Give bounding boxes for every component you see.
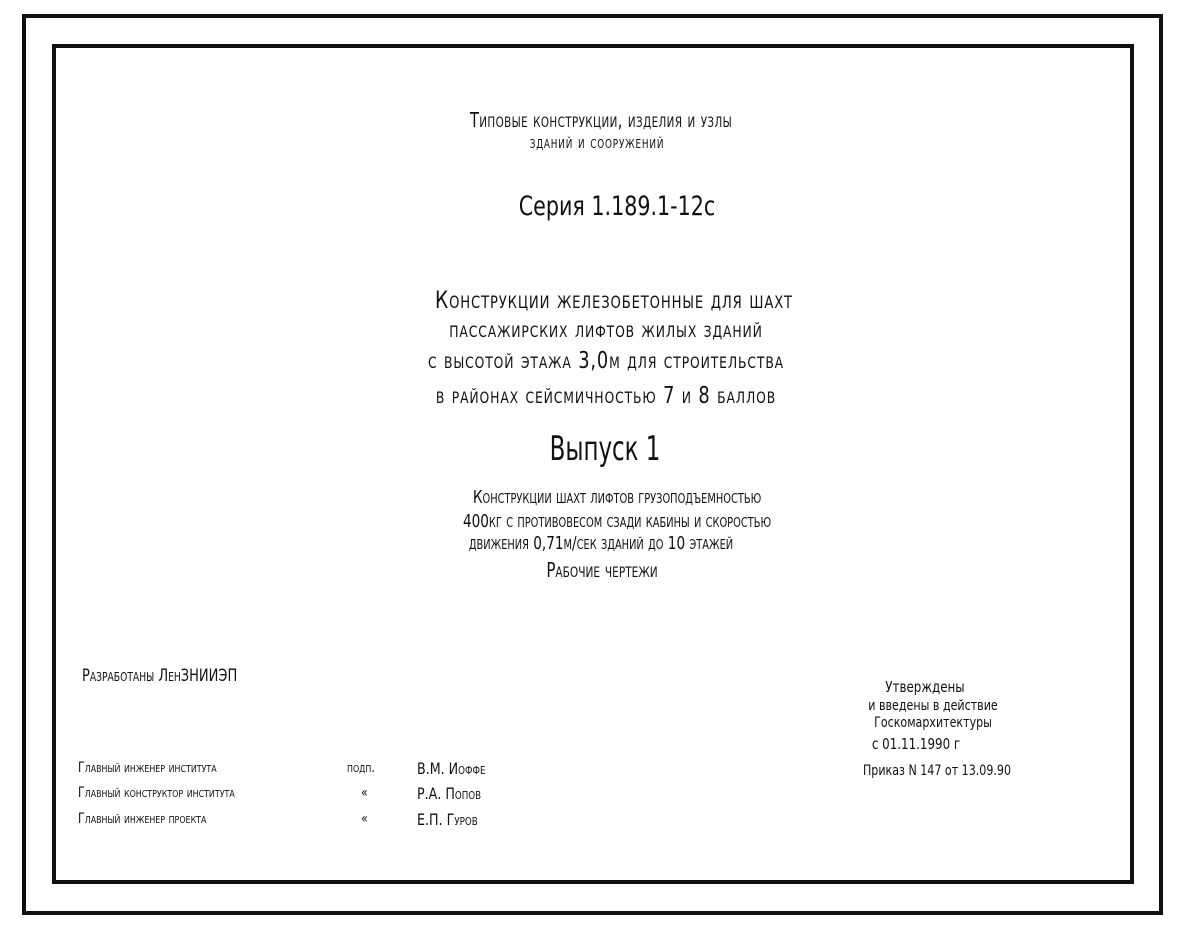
approval-order: Приказ N 147 от 13.09.90 xyxy=(862,763,1012,779)
issue-number: Выпуск 1 xyxy=(549,429,661,469)
title-line-3: с высотой этажа 3,0м для строительства xyxy=(428,348,784,374)
subtitle-line-2: 400кг с противовесом сзади кабины и скоростью xyxy=(462,511,772,532)
header-line-2: зданий и сооружений xyxy=(529,133,665,153)
signature-name: Е.П. Гуров xyxy=(417,810,478,829)
subtitle-line-3: движения 0,71м/сек зданий до 10 этажей xyxy=(468,533,734,554)
signature-title: Главный инженер проекта xyxy=(78,811,207,827)
subtitle-line-4: Рабочие чертежи xyxy=(546,558,658,582)
signature-name: В.М. Иоффе xyxy=(417,759,486,778)
title-line-4: в районах сейсмичностью 7 и 8 баллов xyxy=(435,383,777,409)
title-line-2: пассажирских лифтов жилых зданий xyxy=(449,317,763,343)
approval-date: с 01.11.1990 г xyxy=(871,735,961,753)
signature-mark: « xyxy=(361,811,368,827)
signature-mark: « xyxy=(361,785,368,801)
signature-name: Р.А. Попов xyxy=(417,784,482,803)
approval-line-3: Госкомархитектуры xyxy=(874,715,992,731)
series-number: Серия 1.189.1-12с xyxy=(518,191,716,222)
approval-line-1: Утверждены xyxy=(885,678,965,696)
approval-line-2: и введены в действие xyxy=(868,698,998,714)
subtitle-line-1: Конструкции шахт лифтов грузоподъемностью xyxy=(472,487,762,508)
developed-by: Разработаны ЛенЗНИИЭП xyxy=(82,666,238,686)
title-line-1: Конструкции железобетонные для шахт xyxy=(435,286,793,314)
signature-title: Главный инженер института xyxy=(78,760,217,776)
signature-title: Главный конструктор института xyxy=(78,785,235,801)
header-line-1: Типовые конструкции, изделия и узлы xyxy=(469,108,733,132)
signature-mark: подп. xyxy=(347,760,375,776)
